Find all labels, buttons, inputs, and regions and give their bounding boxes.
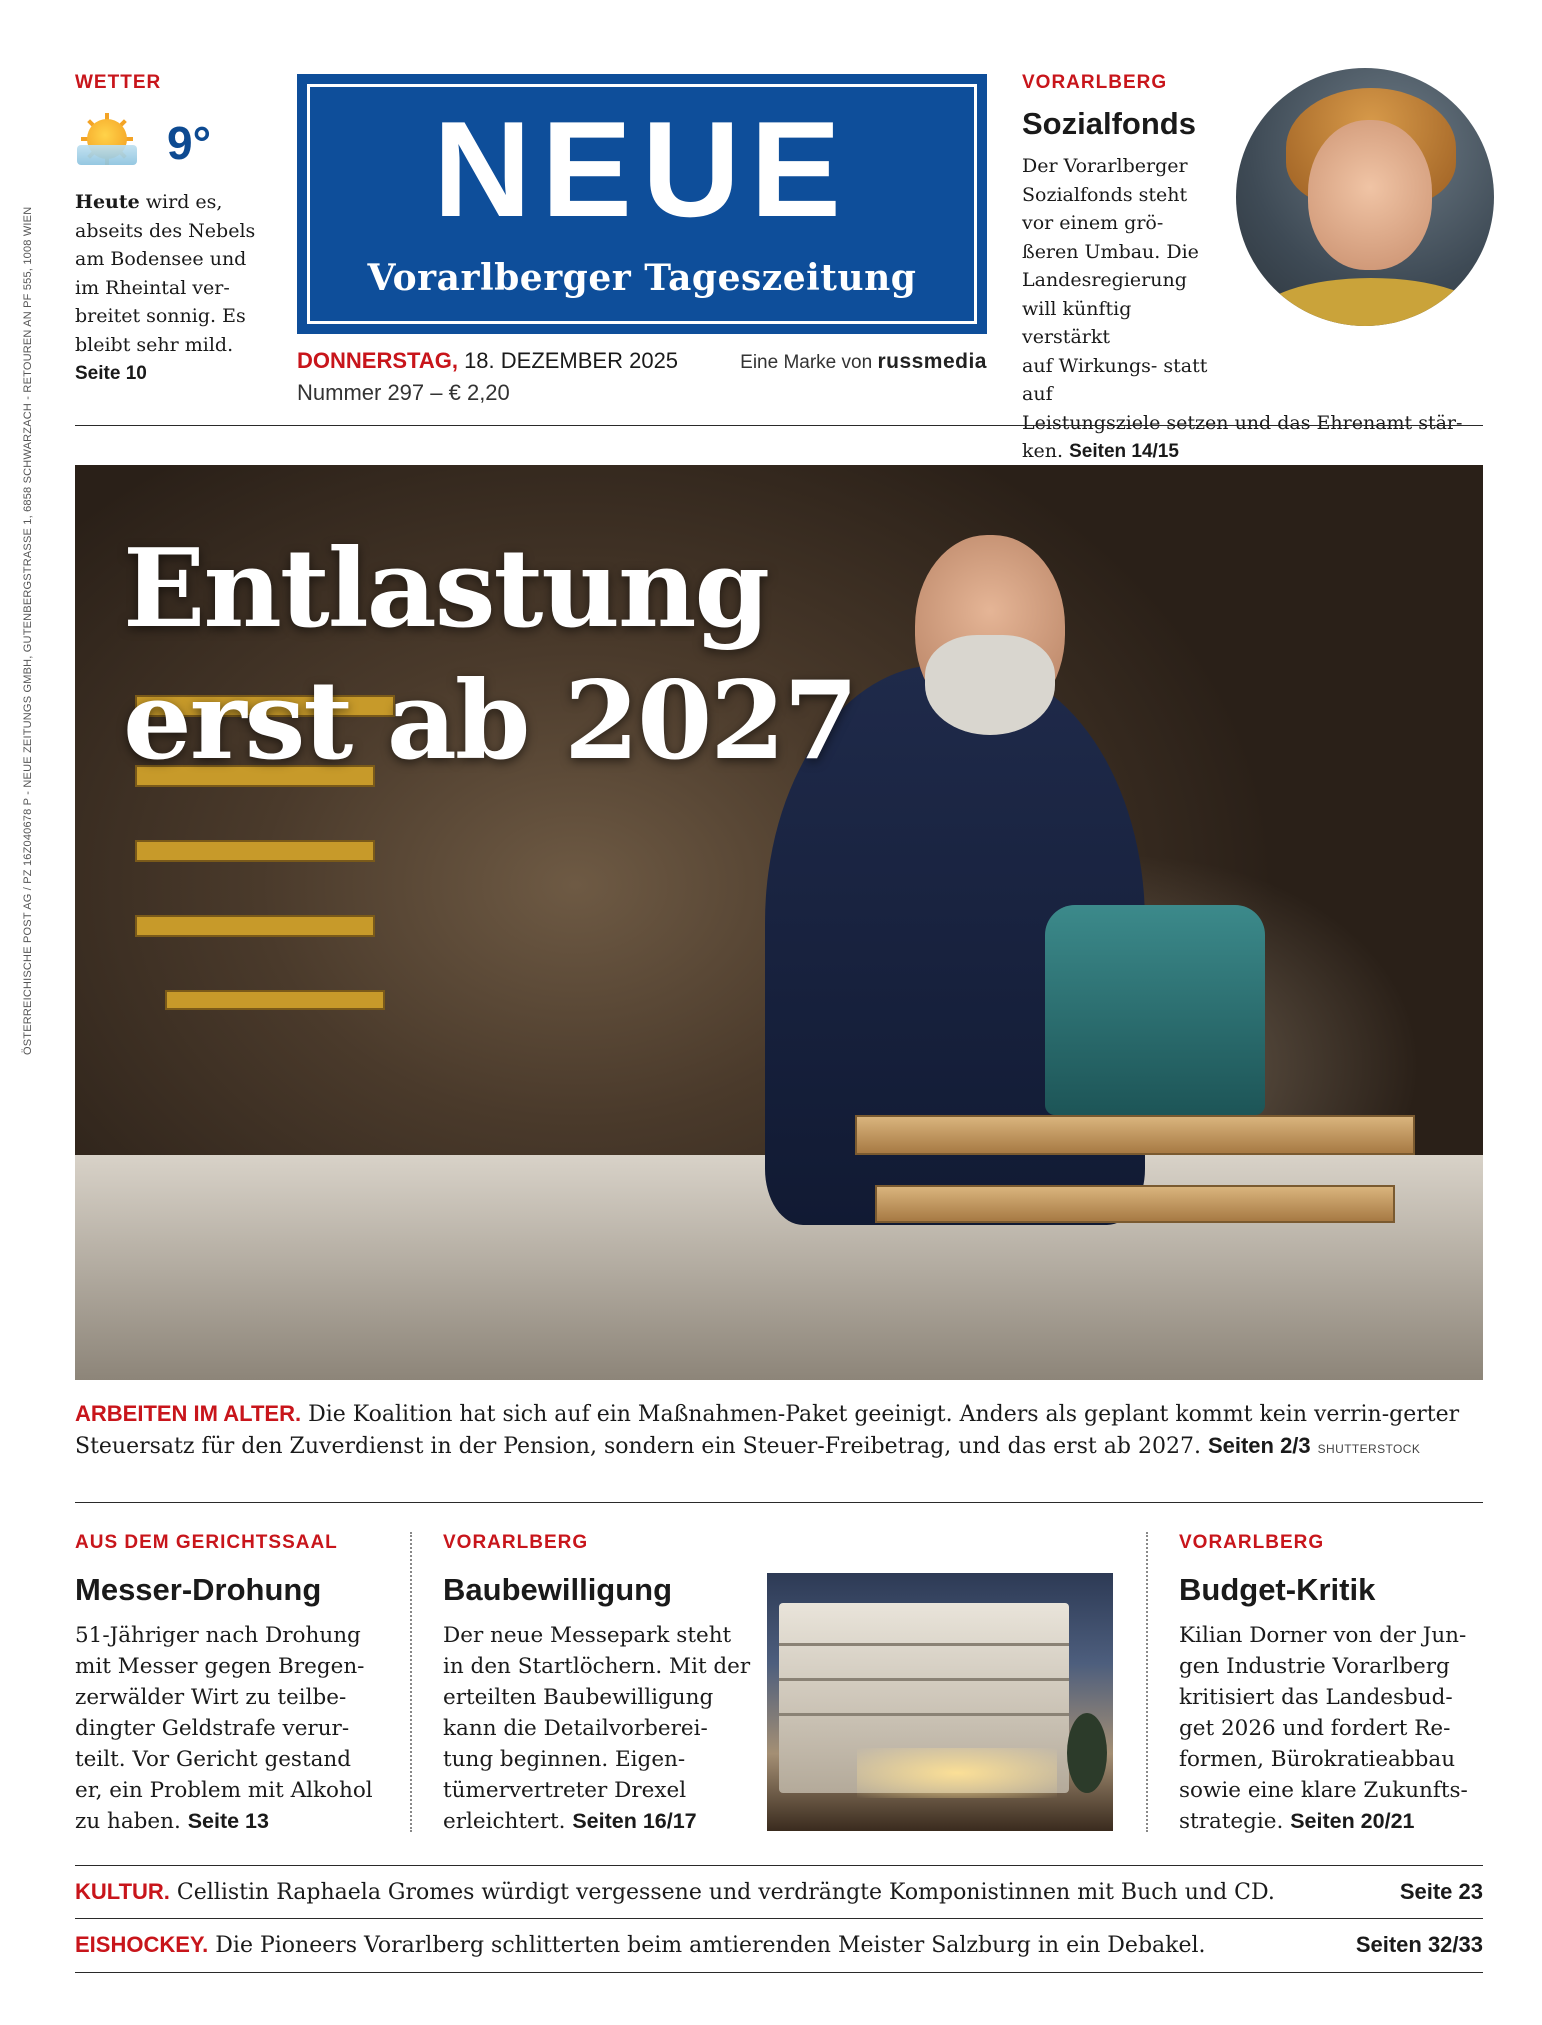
masthead-title: NEUE xyxy=(433,93,851,245)
postal-imprint: ÖSTERREICHISCHE POST AG / PZ 16Z040678 P - NEUE ZEITUNGS GMBH, GUTENBERGSTRASSE 1, 6858 SCHWARZACH - RETOUREN AN PF 555, 1008 WIEN xyxy=(22,206,34,1055)
bar-eishockey[interactable] xyxy=(75,1930,1483,1961)
dateline xyxy=(297,348,987,406)
lead-kicker: ARBEITEN IM ALTER. xyxy=(75,1401,302,1426)
weather-temperature: 9° xyxy=(167,117,211,169)
photo-credit: SHUTTERSTOCK xyxy=(1317,1442,1421,1456)
weather-kicker: WETTER xyxy=(75,72,162,93)
bar-kicker: EISHOCKEY. xyxy=(75,1932,209,1957)
teaser-kicker: VORARLBERG xyxy=(1022,72,1168,93)
bar-kicker: KULTUR. xyxy=(75,1879,170,1904)
sun-haze-icon xyxy=(75,113,139,173)
russmedia-logo: russmedia xyxy=(877,350,987,373)
teaser-text: 51-Jähriger nach Drohung mit Messer gegen Bregen- zerwälder Wirt zu teilbe- dingter Geldstrafe verur- teilt. Vor Gericht gestand er, ein Problem mit Alkohol zu haben. Seite 13 xyxy=(75,1623,373,1834)
hero-headline: Entlastung erst ab 2027 xyxy=(123,526,857,784)
section-divider xyxy=(75,1502,1483,1503)
teaser-messer-drohung[interactable]: AUS DEM GERICHTSSAAL Messer-Drohung 51-Jähriger nach Drohung mit Messer gegen Bregen- zerwälder Wirt zu teilbe- dingter Geldstrafe verur- teilt. Vor Gericht gestand er, ein Problem mit Alkohol zu haben. Seite 13 xyxy=(75,1532,395,1837)
teaser-page-link[interactable]: Seite 13 xyxy=(187,1809,269,1833)
hero-photo[interactable] xyxy=(75,465,1483,1380)
teaser-text: Kilian Dorner von der Jun- gen Industrie Vorarlberg kritisiert das Landesbud- get 2026 und fordert Re- formen, Bürokratieabbau sowie eine klare Zukunfts- strategie. Seiten 20/21 xyxy=(1179,1623,1468,1834)
teaser-title: Sozialfonds xyxy=(1022,106,1196,141)
bar-page-link[interactable]: Seiten 32/33 xyxy=(1355,1932,1483,1957)
teaser-budget-kritik[interactable]: VORARLBERG Budget-Kritik Kilian Dorner von der Jun- gen Industrie Vorarlberg kritisiert das Landesbud- get 2026 und fordert Re- formen, Bürokratieabbau sowie eine klare Zukunfts- strategie. Seiten 20/21 xyxy=(1179,1532,1489,1837)
column-divider xyxy=(410,1532,412,1832)
bar-text: Die Pioneers Vorarlberg schlitterten beim amtierenden Meister Salzburg in ein Debakel. xyxy=(215,1933,1206,1958)
teaser-title: Messer-Drohung xyxy=(75,1572,322,1607)
teaser-title: Baubewilligung xyxy=(443,1572,673,1607)
brand-line: Eine Marke von russmedia xyxy=(740,350,987,373)
masthead-subtitle: Vorarlberger Tageszeitung xyxy=(367,257,917,299)
teaser-text: Der neue Messepark steht in den Startlöchern. Mit der erteilten Baubewilligung kann die Detailvorberei- tung beginnen. Eigen- tümervertreter Drexel erleichtert. Seiten 16/17 xyxy=(443,1623,751,1834)
teaser-page-link[interactable]: Seiten 20/21 xyxy=(1290,1809,1415,1833)
lead-text: Die Koalition hat sich auf ein Maßnahmen-Paket geeinigt. Anders als geplant kommt kein verrin-gerter Steuersatz für den Zuverdienst in der Pension, sondern ein Steuer-Freibetrag, und das erst ab 2027. xyxy=(75,1402,1460,1459)
bar-text: Cellistin Raphaela Gromes würdigt vergessene und verdrängte Komponistinnen mit Buch und CD. xyxy=(176,1880,1275,1905)
bar-divider xyxy=(75,1865,1483,1866)
hero-lead xyxy=(75,1398,1483,1465)
bar-divider xyxy=(75,1918,1483,1919)
bar-page-link[interactable]: Seite 23 xyxy=(1399,1879,1483,1904)
teaser-text: Der Vorarlberger Sozialfonds steht vor einem grö- ßeren Umbau. Die Landesregierung will künftig verstärkt auf Wirkungs- statt auf Leistungsziele setzen und das Ehrenamt stär- ken. Seiten 14/15 xyxy=(1022,155,1463,462)
teaser-baubewilligung[interactable]: VORARLBERG Baubewilligung Der neue Messepark steht in den Startlöchern. Mit der erteilten Baubewilligung kann die Detailvorberei- tung beginnen. Eigen- tümervertreter Drexel erleichtert. Seiten 16/17 xyxy=(443,1532,753,1837)
masthead-logo[interactable] xyxy=(297,74,987,334)
weather-forecast: Heute wird es, abseits des Nebels am Bodensee und im Rheintal ver- breitet sonnig. Es bleibt sehr mild. Seite 10 xyxy=(75,191,256,384)
weather-box xyxy=(75,72,275,389)
column-divider xyxy=(1146,1532,1148,1832)
teaser-page-link[interactable]: Seiten 16/17 xyxy=(572,1809,697,1833)
bar-divider xyxy=(75,1972,1483,1973)
teaser-page-link[interactable]: Seiten 14/15 xyxy=(1069,441,1179,462)
portrait-photo xyxy=(1236,68,1494,326)
weather-page-link[interactable]: Seite 10 xyxy=(75,363,147,384)
messepark-rendering[interactable] xyxy=(767,1573,1113,1831)
lead-page-link[interactable]: Seiten 2/3 xyxy=(1207,1433,1311,1458)
header-divider xyxy=(75,425,1483,426)
teaser-title: Budget-Kritik xyxy=(1179,1572,1376,1607)
issue-date: DONNERSTAG, 18. DEZEMBER 2025 xyxy=(297,348,679,373)
issue-number: Nummer 297 – € 2,20 xyxy=(297,380,510,405)
bar-kultur[interactable] xyxy=(75,1877,1483,1908)
